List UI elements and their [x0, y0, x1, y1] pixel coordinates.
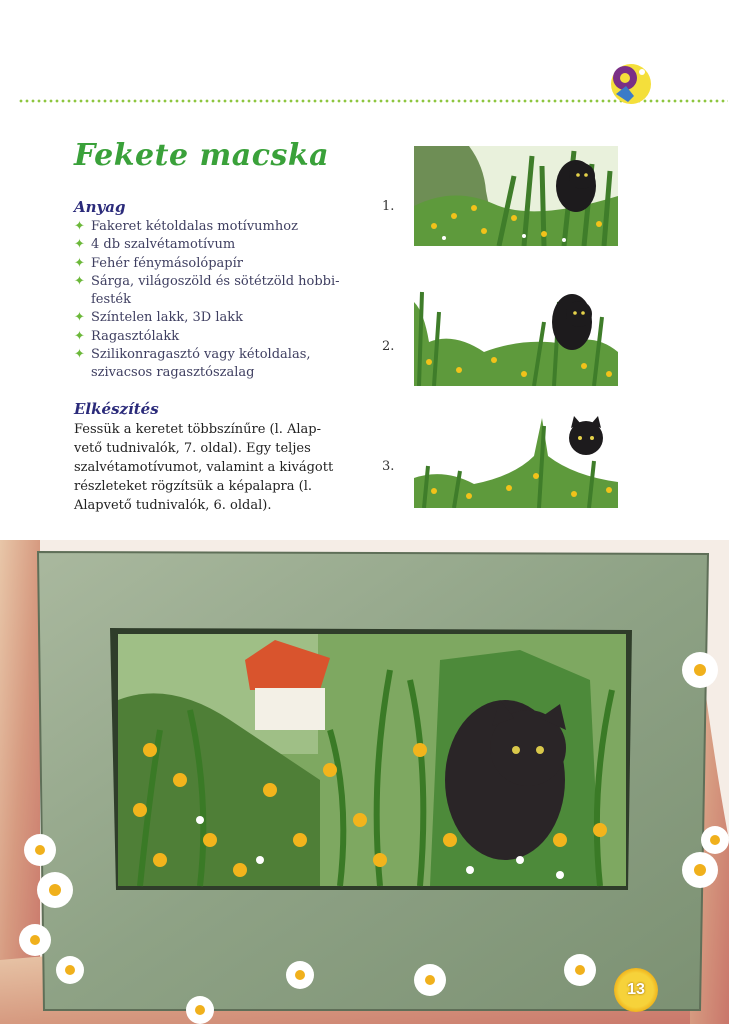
list-item: ✦ Ragasztólakk	[74, 328, 364, 346]
instructions-heading: Elkészítés	[74, 400, 159, 418]
list-item: ✦ Színtelen lakk, 3D lakk	[74, 309, 364, 327]
list-item-continued: szivacsos ragasztószalag	[91, 365, 255, 381]
logo-icon	[606, 62, 652, 106]
materials-heading: Anyag	[74, 198, 126, 216]
text-line: vető tudnivalók, 7. oldal). Egy teljes	[74, 441, 311, 456]
star-bullet-icon: ✦	[74, 347, 85, 363]
step-number-1: 1.	[382, 199, 395, 214]
star-bullet-icon: ✦	[74, 255, 85, 271]
star-bullet-icon: ✦	[74, 237, 85, 253]
star-bullet-icon: ✦	[74, 310, 85, 326]
text-line: részleteket rögzítsük a képalapra (l.	[74, 479, 312, 494]
list-item: ✦ Fehér fénymásolópapír	[74, 255, 364, 273]
text-line: Fessük a keretet többszínűre (l. Alap-	[74, 422, 322, 437]
framed-picture-photo	[0, 540, 729, 1024]
page-title: Fekete macska	[74, 138, 330, 173]
step-3-image	[414, 416, 618, 508]
list-item: ✦ Szilikonragasztó vagy kétoldalas,	[74, 346, 364, 364]
page-number-badge: 13	[614, 968, 658, 1012]
star-bullet-icon: ✦	[74, 328, 85, 344]
star-bullet-icon: ✦	[74, 219, 85, 234]
list-item-continued: festék	[91, 292, 131, 308]
list-item: ✦ Fakeret kétoldalas motívumhoz	[74, 218, 364, 236]
text-line: Alapvető tudnivalók, 6. oldal).	[74, 498, 272, 513]
list-item: ✦ 4 db szalvétamotívum	[74, 236, 364, 254]
step-number-3: 3.	[382, 459, 395, 474]
materials-list	[74, 218, 364, 383]
text-line: szalvétamotívumot, valamint a kivágott	[74, 460, 334, 475]
step-number-2: 2.	[382, 339, 395, 354]
step-1-image	[414, 146, 618, 246]
instructions-text	[74, 420, 364, 515]
list-item: ✦ Sárga, világoszöld és sötétzöld hobbi-	[74, 273, 364, 291]
step-2-image	[414, 282, 618, 386]
star-bullet-icon: ✦	[74, 273, 85, 289]
